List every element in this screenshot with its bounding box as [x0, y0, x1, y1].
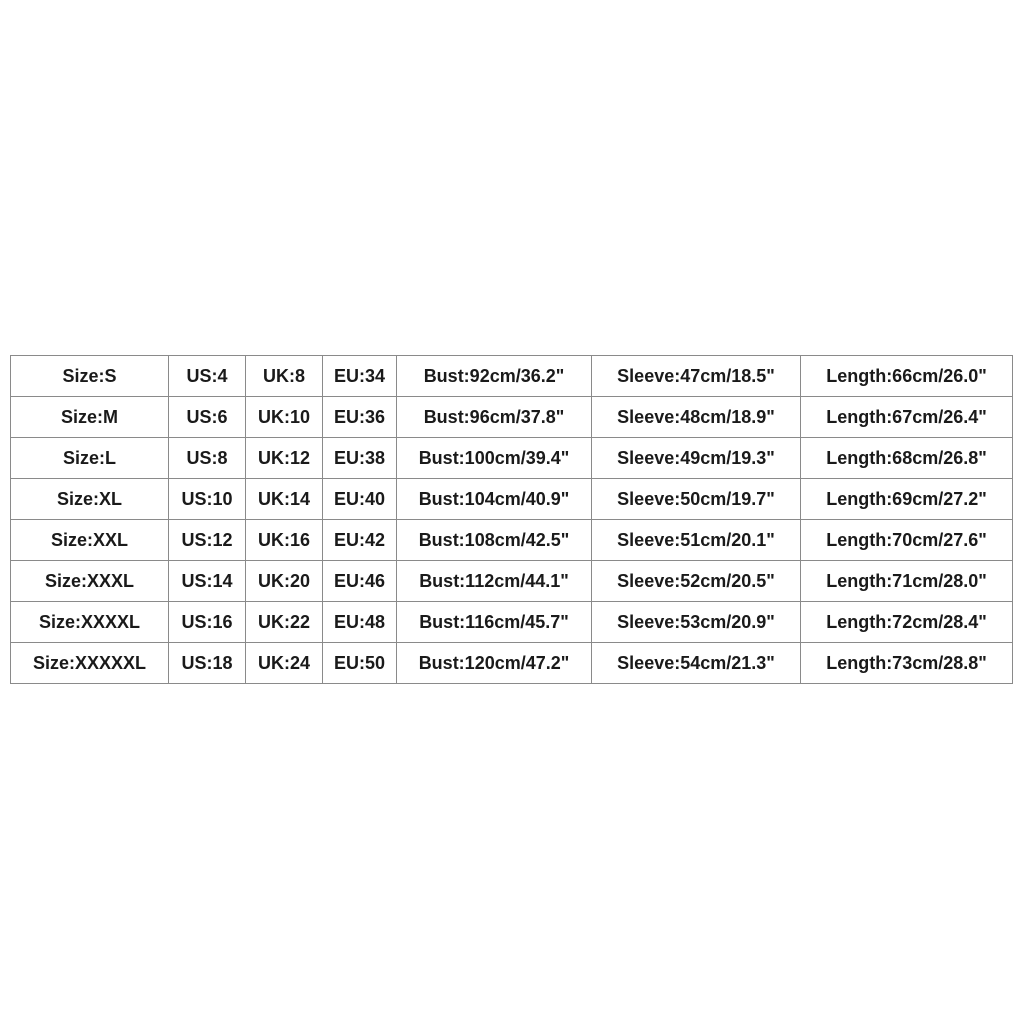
size-chart-table — [10, 355, 1013, 684]
size-cell: Size:XXXXXL — [11, 643, 169, 684]
us-size-cell: US:14 — [169, 561, 246, 602]
size-row — [11, 479, 1013, 520]
length-cell: Length:72cm/28.4" — [801, 602, 1013, 643]
bust-cell: Bust:96cm/37.8" — [397, 397, 592, 438]
us-size-cell: US:6 — [169, 397, 246, 438]
length-cell: Length:67cm/26.4" — [801, 397, 1013, 438]
size-cell: Size:S — [11, 356, 169, 397]
eu-size-cell: EU:36 — [323, 397, 397, 438]
length-cell: Length:71cm/28.0" — [801, 561, 1013, 602]
eu-size-cell: EU:48 — [323, 602, 397, 643]
bust-cell: Bust:116cm/45.7" — [397, 602, 592, 643]
size-cell: Size:L — [11, 438, 169, 479]
bust-cell: Bust:108cm/42.5" — [397, 520, 592, 561]
uk-size-cell: UK:8 — [246, 356, 323, 397]
eu-size-cell: EU:38 — [323, 438, 397, 479]
uk-size-cell: UK:12 — [246, 438, 323, 479]
bust-cell: Bust:112cm/44.1" — [397, 561, 592, 602]
length-cell: Length:68cm/26.8" — [801, 438, 1013, 479]
us-size-cell: US:8 — [169, 438, 246, 479]
sleeve-cell: Sleeve:54cm/21.3" — [592, 643, 801, 684]
us-size-cell: US:16 — [169, 602, 246, 643]
uk-size-cell: UK:22 — [246, 602, 323, 643]
size-row — [11, 356, 1013, 397]
uk-size-cell: UK:10 — [246, 397, 323, 438]
uk-size-cell: UK:16 — [246, 520, 323, 561]
eu-size-cell: EU:42 — [323, 520, 397, 561]
uk-size-cell: UK:14 — [246, 479, 323, 520]
size-cell: Size:XL — [11, 479, 169, 520]
sleeve-cell: Sleeve:48cm/18.9" — [592, 397, 801, 438]
size-row — [11, 561, 1013, 602]
size-row — [11, 520, 1013, 561]
bust-cell: Bust:92cm/36.2" — [397, 356, 592, 397]
sleeve-cell: Sleeve:49cm/19.3" — [592, 438, 801, 479]
sleeve-cell: Sleeve:52cm/20.5" — [592, 561, 801, 602]
sleeve-cell: Sleeve:47cm/18.5" — [592, 356, 801, 397]
us-size-cell: US:12 — [169, 520, 246, 561]
bust-cell: Bust:120cm/47.2" — [397, 643, 592, 684]
size-cell: Size:XXXL — [11, 561, 169, 602]
uk-size-cell: UK:24 — [246, 643, 323, 684]
us-size-cell: US:18 — [169, 643, 246, 684]
size-cell: Size:XXL — [11, 520, 169, 561]
size-row — [11, 438, 1013, 479]
bust-cell: Bust:104cm/40.9" — [397, 479, 592, 520]
us-size-cell: US:4 — [169, 356, 246, 397]
eu-size-cell: EU:50 — [323, 643, 397, 684]
uk-size-cell: UK:20 — [246, 561, 323, 602]
size-cell: Size:M — [11, 397, 169, 438]
size-row — [11, 397, 1013, 438]
sleeve-cell: Sleeve:53cm/20.9" — [592, 602, 801, 643]
sleeve-cell: Sleeve:51cm/20.1" — [592, 520, 801, 561]
sleeve-cell: Sleeve:50cm/19.7" — [592, 479, 801, 520]
length-cell: Length:69cm/27.2" — [801, 479, 1013, 520]
eu-size-cell: EU:40 — [323, 479, 397, 520]
length-cell: Length:66cm/26.0" — [801, 356, 1013, 397]
length-cell: Length:73cm/28.8" — [801, 643, 1013, 684]
eu-size-cell: EU:34 — [323, 356, 397, 397]
size-cell: Size:XXXXL — [11, 602, 169, 643]
length-cell: Length:70cm/27.6" — [801, 520, 1013, 561]
bust-cell: Bust:100cm/39.4" — [397, 438, 592, 479]
size-row — [11, 602, 1013, 643]
us-size-cell: US:10 — [169, 479, 246, 520]
eu-size-cell: EU:46 — [323, 561, 397, 602]
size-row — [11, 643, 1013, 684]
